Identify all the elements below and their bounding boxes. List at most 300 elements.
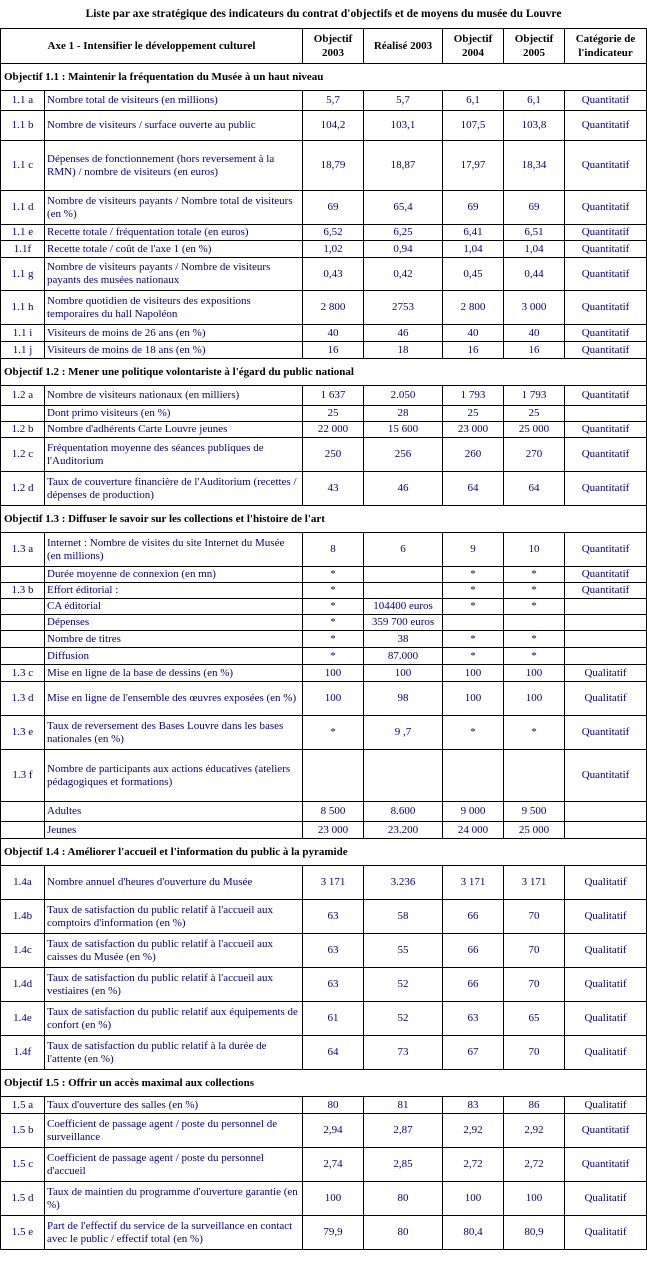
value-obj2004: 67 <box>443 1036 504 1070</box>
indicator-code: 1.5 c <box>1 1148 45 1182</box>
indicator-code: 1.2 b <box>1 422 45 438</box>
table-row <box>1 141 647 191</box>
indicator-label: Effort éditorial : <box>45 583 303 599</box>
value-obj2004: 40 <box>443 325 504 342</box>
value-obj2004: 1,04 <box>443 241 504 258</box>
value-obj2004: 83 <box>443 1097 504 1114</box>
indicator-code: 1.4d <box>1 968 45 1002</box>
value-obj2003: 8 <box>303 533 364 567</box>
indicator-code: 1.3 f <box>1 750 45 802</box>
value-obj2003: * <box>303 583 364 599</box>
value-real2003: 52 <box>364 1002 443 1036</box>
value-real2003: 55 <box>364 934 443 968</box>
value-obj2003: 22 000 <box>303 422 364 438</box>
value-obj2004: 100 <box>443 665 504 682</box>
value-obj2003: 25 <box>303 406 364 422</box>
table-row <box>1 750 647 802</box>
col-header-obj2004: Objectif 2004 <box>443 29 504 64</box>
indicator-label: Jeunes <box>45 822 303 839</box>
indicator-label: Dont primo visiteurs (en %) <box>45 406 303 422</box>
table-row <box>1 422 647 438</box>
table-row <box>1 1216 647 1250</box>
value-real2003 <box>364 583 443 599</box>
indicator-code: 1.5 a <box>1 1097 45 1114</box>
value-real2003: 38 <box>364 631 443 648</box>
value-obj2005: 100 <box>504 665 565 682</box>
indicator-category <box>565 599 647 615</box>
section-title: Objectif 1.2 : Mener une politique volontariste à l'égard du public national <box>1 359 647 386</box>
table-row <box>1 802 647 822</box>
value-real2003: 2753 <box>364 291 443 325</box>
table-row <box>1 682 647 716</box>
indicator-category: Quantitatif <box>565 141 647 191</box>
col-header-obj2003: Objectif 2003 <box>303 29 364 64</box>
indicator-label: Coefficient de passage agent / poste du personnel de surveillance <box>45 1114 303 1148</box>
indicator-code <box>1 802 45 822</box>
indicator-label: Nombre de titres <box>45 631 303 648</box>
indicator-label: Recette totale / fréquentation totale (en euros) <box>45 225 303 241</box>
value-obj2003: 250 <box>303 438 364 472</box>
indicator-category: Quantitatif <box>565 258 647 291</box>
indicator-category: Quantitatif <box>565 191 647 225</box>
value-obj2004: 107,5 <box>443 111 504 141</box>
value-obj2004: 66 <box>443 934 504 968</box>
table-row <box>1 438 647 472</box>
value-obj2004: 66 <box>443 900 504 934</box>
value-real2003: 0,94 <box>364 241 443 258</box>
value-obj2004: * <box>443 599 504 615</box>
indicator-code: 1.2 d <box>1 472 45 506</box>
indicator-label: Taux de satisfaction du public relatif à l'accueil aux vestiaires (en %) <box>45 968 303 1002</box>
indicator-category <box>565 648 647 665</box>
table-row <box>1 111 647 141</box>
value-obj2003: 3 171 <box>303 866 364 900</box>
value-obj2005: 10 <box>504 533 565 567</box>
indicator-category: Quantitatif <box>565 422 647 438</box>
indicator-category <box>565 822 647 839</box>
table-row <box>1 406 647 422</box>
value-obj2005: 70 <box>504 934 565 968</box>
indicator-category: Quantitatif <box>565 291 647 325</box>
indicator-category: Qualitatif <box>565 665 647 682</box>
indicator-category: Quantitatif <box>565 1148 647 1182</box>
value-obj2005: * <box>504 583 565 599</box>
value-real2003 <box>364 567 443 583</box>
indicator-category: Quantitatif <box>565 716 647 750</box>
value-obj2003: 61 <box>303 1002 364 1036</box>
value-obj2005: 2,92 <box>504 1114 565 1148</box>
table-row <box>1 1036 647 1070</box>
value-obj2005: * <box>504 648 565 665</box>
value-obj2005: 100 <box>504 682 565 716</box>
section-title: Objectif 1.4 : Améliorer l'accueil et l'information du public à la pyramide <box>1 839 647 866</box>
indicator-label: Mise en ligne de la base de dessins (en %) <box>45 665 303 682</box>
value-obj2005: 1,04 <box>504 241 565 258</box>
indicator-label: Nombre de visiteurs nationaux (en milliers) <box>45 386 303 406</box>
value-obj2005: 16 <box>504 342 565 359</box>
table-row <box>1 1097 647 1114</box>
value-obj2003: * <box>303 716 364 750</box>
value-obj2005: 3 000 <box>504 291 565 325</box>
value-obj2005: 65 <box>504 1002 565 1036</box>
indicator-code <box>1 648 45 665</box>
value-obj2003: 100 <box>303 682 364 716</box>
value-obj2004: * <box>443 567 504 583</box>
indicator-label: Taux de satisfaction du public relatif à l'accueil aux comptoirs d'information (en %) <box>45 900 303 934</box>
indicator-label: Coefficient de passage agent / poste du personnel d'accueil <box>45 1148 303 1182</box>
indicator-label: CA éditorial <box>45 599 303 615</box>
value-real2003: 81 <box>364 1097 443 1114</box>
col-header-real2003: Réalisé 2003 <box>364 29 443 64</box>
table-row <box>1 615 647 631</box>
indicator-label: Taux de couverture financière de l'Auditorium (recettes / dépenses de production) <box>45 472 303 506</box>
indicator-category: Qualitatif <box>565 934 647 968</box>
value-obj2005: 103,8 <box>504 111 565 141</box>
indicator-category: Qualitatif <box>565 1097 647 1114</box>
indicator-code: 1.4f <box>1 1036 45 1070</box>
value-real2003: 2.050 <box>364 386 443 406</box>
value-obj2003: 100 <box>303 665 364 682</box>
value-obj2003: * <box>303 615 364 631</box>
value-real2003: 23.200 <box>364 822 443 839</box>
table-row <box>1 648 647 665</box>
value-obj2003: 2,94 <box>303 1114 364 1148</box>
value-obj2004: 3 171 <box>443 866 504 900</box>
value-obj2003: * <box>303 631 364 648</box>
value-obj2005: 0,44 <box>504 258 565 291</box>
value-obj2005: 3 171 <box>504 866 565 900</box>
indicator-category: Quantitatif <box>565 325 647 342</box>
value-real2003: 0,42 <box>364 258 443 291</box>
indicator-label: Recette totale / coût de l'axe 1 (en %) <box>45 241 303 258</box>
value-real2003: 5,7 <box>364 91 443 111</box>
table-row <box>1 191 647 225</box>
indicator-label: Dépenses de fonctionnement (hors reversement à la RMN) / nombre de visiteurs (en euros) <box>45 141 303 191</box>
table-row <box>1 533 647 567</box>
value-obj2005: * <box>504 716 565 750</box>
indicator-label: Adultes <box>45 802 303 822</box>
value-obj2003: 69 <box>303 191 364 225</box>
indicator-category: Qualitatif <box>565 866 647 900</box>
indicator-category: Quantitatif <box>565 225 647 241</box>
value-obj2004 <box>443 615 504 631</box>
value-obj2004: 9 <box>443 533 504 567</box>
indicator-category: Qualitatif <box>565 1002 647 1036</box>
value-real2003: 73 <box>364 1036 443 1070</box>
table-row <box>1 631 647 648</box>
value-real2003: 8.600 <box>364 802 443 822</box>
indicator-label: Durée moyenne de connexion (en mn) <box>45 567 303 583</box>
table-row <box>1 258 647 291</box>
col-header-category: Catégorie de l'indicateur <box>565 29 647 64</box>
value-obj2005: 2,72 <box>504 1148 565 1182</box>
indicator-code: 1.1f <box>1 241 45 258</box>
value-obj2004: 2,72 <box>443 1148 504 1182</box>
value-obj2004: 17,97 <box>443 141 504 191</box>
indicator-category: Quantitatif <box>565 750 647 802</box>
indicator-code: 1.1 h <box>1 291 45 325</box>
value-obj2004: 100 <box>443 682 504 716</box>
indicator-code: 1.1 c <box>1 141 45 191</box>
section-title: Objectif 1.1 : Maintenir la fréquentation du Musée à un haut niveau <box>1 64 647 91</box>
value-real2003: 100 <box>364 665 443 682</box>
indicator-label: Taux de satisfaction du public relatif à la durée de l'attente (en %) <box>45 1036 303 1070</box>
indicator-label: Nombre d'adhérents Carte Louvre jeunes <box>45 422 303 438</box>
indicator-category: Quantitatif <box>565 567 647 583</box>
indicator-code <box>1 631 45 648</box>
table-row <box>1 583 647 599</box>
indicator-category: Qualitatif <box>565 900 647 934</box>
value-obj2003: 0,43 <box>303 258 364 291</box>
indicator-code: 1.3 c <box>1 665 45 682</box>
value-real2003: 2,85 <box>364 1148 443 1182</box>
page-title: Liste par axe stratégique des indicateurs du contrat d'objectifs et de moyens du musée du Louvre <box>85 8 562 20</box>
indicator-code <box>1 822 45 839</box>
indicator-code: 1.5 b <box>1 1114 45 1148</box>
indicator-code: 1.1 e <box>1 225 45 241</box>
indicator-code: 1.4a <box>1 866 45 900</box>
value-real2003: 46 <box>364 325 443 342</box>
value-obj2005: 40 <box>504 325 565 342</box>
value-obj2003: 104,2 <box>303 111 364 141</box>
value-obj2004: 24 000 <box>443 822 504 839</box>
value-real2003: 18 <box>364 342 443 359</box>
value-real2003: 2,87 <box>364 1114 443 1148</box>
indicator-code: 1.1 j <box>1 342 45 359</box>
indicator-code: 1.4c <box>1 934 45 968</box>
table-row <box>1 291 647 325</box>
value-real2003: 80 <box>364 1182 443 1216</box>
value-real2003: 104400 euros <box>364 599 443 615</box>
value-obj2004: 64 <box>443 472 504 506</box>
value-obj2003: 6,52 <box>303 225 364 241</box>
indicator-category <box>565 802 647 822</box>
value-obj2004: * <box>443 583 504 599</box>
indicator-code: 1.5 e <box>1 1216 45 1250</box>
value-obj2003: 64 <box>303 1036 364 1070</box>
value-obj2005: 70 <box>504 900 565 934</box>
value-real2003: 28 <box>364 406 443 422</box>
value-obj2003: 2 800 <box>303 291 364 325</box>
table-row <box>1 716 647 750</box>
indicator-label: Taux de satisfaction du public relatif à l'accueil aux caisses du Musée (en %) <box>45 934 303 968</box>
value-real2003: 98 <box>364 682 443 716</box>
value-real2003: 256 <box>364 438 443 472</box>
indicator-category: Quantitatif <box>565 533 647 567</box>
indicator-category: Qualitatif <box>565 968 647 1002</box>
value-obj2005: 86 <box>504 1097 565 1114</box>
value-obj2003: 23 000 <box>303 822 364 839</box>
table-row <box>1 866 647 900</box>
table-row <box>1 472 647 506</box>
value-real2003 <box>364 750 443 802</box>
table-row <box>1 91 647 111</box>
value-obj2004: 6,1 <box>443 91 504 111</box>
value-obj2003: 40 <box>303 325 364 342</box>
value-obj2004: * <box>443 648 504 665</box>
table-row <box>1 665 647 682</box>
value-obj2005: 70 <box>504 1036 565 1070</box>
value-obj2005: 270 <box>504 438 565 472</box>
table-row <box>1 822 647 839</box>
table-row <box>1 1182 647 1216</box>
value-obj2003: 18,79 <box>303 141 364 191</box>
indicator-label: Visiteurs de moins de 18 ans (en %) <box>45 342 303 359</box>
table-header-row <box>1 29 647 64</box>
value-obj2003: 1 637 <box>303 386 364 406</box>
value-obj2005: 25 <box>504 406 565 422</box>
indicator-label: Fréquentation moyenne des séances publiques de l'Auditorium <box>45 438 303 472</box>
indicator-category: Qualitatif <box>565 682 647 716</box>
col-header-obj2005: Objectif 2005 <box>504 29 565 64</box>
value-obj2005: 100 <box>504 1182 565 1216</box>
indicator-label: Nombre total de visiteurs (en millions) <box>45 91 303 111</box>
value-obj2004: 2 800 <box>443 291 504 325</box>
indicator-label: Nombre de visiteurs / surface ouverte au public <box>45 111 303 141</box>
table-row <box>1 241 647 258</box>
value-obj2005: 1 793 <box>504 386 565 406</box>
value-obj2003: 8 500 <box>303 802 364 822</box>
table-row <box>1 900 647 934</box>
value-obj2005: 80,9 <box>504 1216 565 1250</box>
value-obj2004: 100 <box>443 1182 504 1216</box>
value-obj2005: 18,34 <box>504 141 565 191</box>
section-row <box>1 506 647 533</box>
indicator-code: 1.1 i <box>1 325 45 342</box>
indicator-code <box>1 567 45 583</box>
table-row <box>1 342 647 359</box>
indicator-label: Visiteurs de moins de 26 ans (en %) <box>45 325 303 342</box>
table-row <box>1 1148 647 1182</box>
indicator-category: Qualitatif <box>565 1036 647 1070</box>
indicator-code: 1.2 a <box>1 386 45 406</box>
indicator-code: 1.1 d <box>1 191 45 225</box>
indicator-code: 1.1 a <box>1 91 45 111</box>
value-obj2005: 9 500 <box>504 802 565 822</box>
indicator-category: Quantitatif <box>565 111 647 141</box>
indicator-code: 1.2 c <box>1 438 45 472</box>
indicator-code: 1.4e <box>1 1002 45 1036</box>
value-obj2003: 80 <box>303 1097 364 1114</box>
indicator-category: Qualitatif <box>565 1182 647 1216</box>
value-obj2004: 6,41 <box>443 225 504 241</box>
value-obj2005: * <box>504 631 565 648</box>
value-obj2003: * <box>303 599 364 615</box>
indicator-label: Internet : Nombre de visites du site Internet du Musée (en millions) <box>45 533 303 567</box>
section-row <box>1 64 647 91</box>
table-row <box>1 1002 647 1036</box>
indicator-code <box>1 406 45 422</box>
indicator-label: Dépenses <box>45 615 303 631</box>
indicator-label: Taux de maintien du programme d'ouverture garantie (en %) <box>45 1182 303 1216</box>
value-obj2003: 79,9 <box>303 1216 364 1250</box>
indicator-category: Quantitatif <box>565 583 647 599</box>
indicator-label: Taux d'ouverture des salles (en %) <box>45 1097 303 1114</box>
indicator-category: Qualitatif <box>565 1216 647 1250</box>
table-row <box>1 1114 647 1148</box>
indicator-code: 1.1 g <box>1 258 45 291</box>
value-obj2003: 63 <box>303 900 364 934</box>
value-real2003: 46 <box>364 472 443 506</box>
value-real2003: 87.000 <box>364 648 443 665</box>
value-real2003: 18,87 <box>364 141 443 191</box>
indicator-label: Nombre quotidien de visiteurs des expositions temporaires du hall Napoléon <box>45 291 303 325</box>
indicator-code: 1.3 e <box>1 716 45 750</box>
indicator-label: Diffusion <box>45 648 303 665</box>
indicator-category <box>565 615 647 631</box>
section-row <box>1 359 647 386</box>
value-obj2004 <box>443 750 504 802</box>
indicator-category: Quantitatif <box>565 472 647 506</box>
indicator-category: Quantitatif <box>565 91 647 111</box>
indicator-category <box>565 406 647 422</box>
indicator-label: Nombre de participants aux actions éducatives (ateliers pédagogiques et formations) <box>45 750 303 802</box>
value-real2003: 80 <box>364 1216 443 1250</box>
indicator-category: Quantitatif <box>565 1114 647 1148</box>
value-real2003: 52 <box>364 968 443 1002</box>
indicator-category: Quantitatif <box>565 386 647 406</box>
value-obj2003: 1,02 <box>303 241 364 258</box>
indicator-code <box>1 599 45 615</box>
indicator-label: Part de l'effectif du service de la surveillance en contact avec le public / effectif total (en %) <box>45 1216 303 1250</box>
value-obj2004: 260 <box>443 438 504 472</box>
value-obj2003: 16 <box>303 342 364 359</box>
value-real2003: 359 700 euros <box>364 615 443 631</box>
value-obj2003: 2,74 <box>303 1148 364 1182</box>
table-row <box>1 934 647 968</box>
value-real2003: 58 <box>364 900 443 934</box>
table-row <box>1 567 647 583</box>
indicator-label: Nombre annuel d'heures d'ouverture du Musée <box>45 866 303 900</box>
indicator-label: Taux de reversement des Bases Louvre dans les bases nationales (en %) <box>45 716 303 750</box>
table-row <box>1 225 647 241</box>
value-obj2004: 9 000 <box>443 802 504 822</box>
table-row <box>1 599 647 615</box>
value-real2003: 3.236 <box>364 866 443 900</box>
value-obj2005: 25 000 <box>504 422 565 438</box>
value-obj2004: 69 <box>443 191 504 225</box>
section-row <box>1 839 647 866</box>
table-row <box>1 386 647 406</box>
value-obj2003: 63 <box>303 934 364 968</box>
value-obj2003 <box>303 750 364 802</box>
value-real2003: 103,1 <box>364 111 443 141</box>
axe-header: Axe 1 - Intensifier le développement culturel <box>1 29 303 64</box>
value-real2003: 6,25 <box>364 225 443 241</box>
indicator-label: Taux de satisfaction du public relatif aux équipements de confort (en %) <box>45 1002 303 1036</box>
value-obj2004: 25 <box>443 406 504 422</box>
value-obj2004: 1 793 <box>443 386 504 406</box>
indicator-code: 1.5 d <box>1 1182 45 1216</box>
indicator-label: Mise en ligne de l'ensemble des œuvres exposées (en %) <box>45 682 303 716</box>
indicator-code: 1.3 a <box>1 533 45 567</box>
value-obj2004: 80,4 <box>443 1216 504 1250</box>
value-obj2004: 16 <box>443 342 504 359</box>
value-obj2004: * <box>443 716 504 750</box>
value-obj2005: 69 <box>504 191 565 225</box>
indicator-category <box>565 631 647 648</box>
value-obj2005 <box>504 750 565 802</box>
value-obj2005: 70 <box>504 968 565 1002</box>
indicator-category: Quantitatif <box>565 241 647 258</box>
indicator-code: 1.3 d <box>1 682 45 716</box>
value-obj2004: 66 <box>443 968 504 1002</box>
value-obj2005: 25 000 <box>504 822 565 839</box>
value-obj2003: 100 <box>303 1182 364 1216</box>
value-obj2003: 43 <box>303 472 364 506</box>
value-obj2003: * <box>303 648 364 665</box>
value-obj2005: * <box>504 567 565 583</box>
